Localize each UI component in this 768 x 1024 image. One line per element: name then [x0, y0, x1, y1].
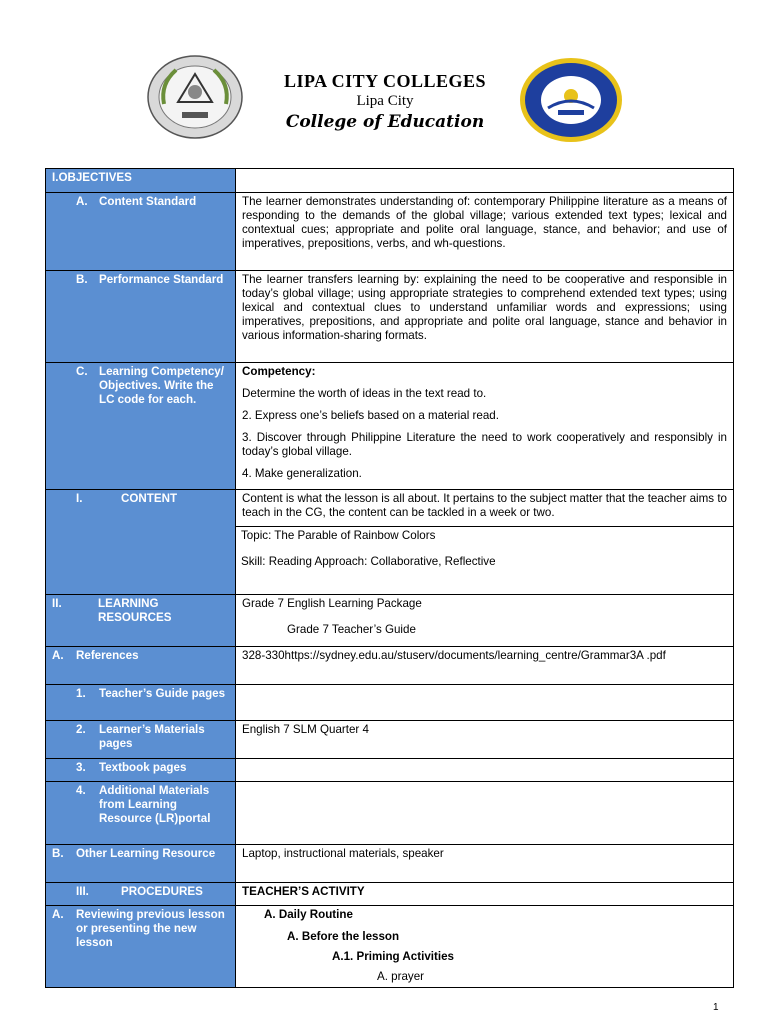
topic-line: Topic: The Parable of Rainbow Colors: [241, 529, 436, 542]
table-row: B. Other Learning Resource Laptop, instructional materials, speaker: [46, 845, 734, 883]
other-learning-resource-label: Other Learning Resource: [76, 847, 216, 860]
performance-standard-text: The learner transfers learning by: explaining the need to be cooperative and responsible in today’s global village; using appropriate strategies to comprehend extended text types; using lexical and contextual clues to understand unfamiliar words and expressions; using imperatives, prepositions, and appropriate and polite oral language, stance and behavior in various information-sharing formats.: [242, 273, 727, 342]
table-row: 1. Teacher’s Guide pages: [46, 685, 734, 721]
learning-competency-label: Learning Competency/ Objectives. Write the LC code for each.: [99, 365, 224, 406]
reviewing-previous-lesson-label: Reviewing previous lesson or presenting the new lesson: [76, 908, 225, 949]
textbook-pages-value: [236, 759, 733, 761]
school-name: LIPA CITY COLLEGES: [283, 71, 487, 91]
college-name: College of Education: [285, 112, 485, 132]
before-the-lesson-line: A. Before the lesson: [287, 930, 400, 943]
competency-item: Determine the worth of ideas in the text read to.: [242, 387, 487, 400]
competency-item: 3. Discover through Philippine Literature the need to work cooperatively and responsibly in today’s global village.: [242, 431, 727, 458]
table-row: 4. Additional Materials from Learning Resource (LR)portal: [46, 782, 734, 845]
prayer-line: A. prayer: [377, 970, 425, 983]
competency-heading: Competency:: [242, 365, 316, 378]
objectives-heading-cell: [46, 169, 236, 193]
competency-item: 4. Make generalization.: [242, 467, 362, 480]
document-header: [0, 52, 768, 142]
table-row: III. PROCEDURES TEACHER’S ACTIVITY: [46, 883, 734, 906]
references-label: References: [76, 649, 139, 662]
learning-resources-label: LEARNING RESOURCES: [98, 597, 172, 624]
learning-package-line: Grade 7 English Learning Package: [242, 597, 422, 610]
objectives-heading: I.OBJECTIVES: [52, 171, 132, 184]
college-of-education-seal: [518, 56, 624, 144]
table-row: A. References 328-330https://sydney.edu.au/stuserv/documents/learning_centre/Grammar3A .pdf: [46, 647, 734, 685]
table-row: 2. Learner’s Materials pages English 7 SLM Quarter 4: [46, 721, 734, 759]
lipa-city-colleges-seal: [146, 54, 244, 140]
table-row: C. Learning Competency/ Objectives. Write the LC code for each. Competency: Determine the worth of ideas in the text read to. 2. Express one’s beliefs based on a material read. 3. Discover through Philippine Literature the need to work cooperatively and responsibly in today’s global village. 4. Make generalization.: [46, 363, 734, 490]
table-row: A. Reviewing previous lesson or presenting the new lesson A. Daily Routine A. Before the lesson A.1. Priming Activities A. prayer: [46, 906, 734, 988]
teachers-guide-pages-value: [236, 685, 733, 687]
other-learning-resource-value: Laptop, instructional materials, speaker: [242, 847, 444, 860]
page-number: 1: [713, 1002, 719, 1013]
procedures-label: PROCEDURES: [121, 885, 203, 898]
learners-materials-value: English 7 SLM Quarter 4: [242, 723, 369, 736]
teachers-guide-pages-label: Teacher’s Guide pages: [99, 687, 226, 700]
priming-activities-line: A.1. Priming Activities: [332, 950, 454, 963]
objectives-value-cell: [236, 169, 734, 193]
additional-materials-label: Additional Materials from Learning Resource (LR)portal: [99, 784, 211, 825]
table-row: 3. Textbook pages: [46, 759, 734, 782]
additional-materials-value: [236, 782, 733, 784]
competency-item: 2. Express one’s beliefs based on a material read.: [242, 409, 499, 422]
learners-materials-label: Learner’s Materials pages: [99, 723, 205, 750]
school-city: Lipa City: [356, 93, 414, 109]
content-standard-text: The learner demonstrates understanding of: contemporary Philippine literature as a means of responding to the demands of the global village; various extended text types; lexical and contextual cues; appropriate and polite oral language, stance, and behavior; and use of imperatives, prepositions, verbs, and wh-questions.: [242, 195, 727, 250]
table-row: A. Content Standard The learner demonstrates understanding of: contemporary Philippine literature as a means of responding to the demands of the global village; various extended text types; lexical and contextual cues; appropriate and polite oral language, stance, and behavior; and use of imperatives, prepositions, verbs, and wh-questions.: [46, 193, 734, 271]
references-link: 328-330https://sydney.edu.au/stuserv/documents/learning_centre/Grammar3A .pdf: [242, 649, 666, 662]
performance-standard-label: Performance Standard: [99, 273, 224, 286]
table-row: B. Performance Standard The learner transfers learning by: explaining the need to be cooperative and responsible in today’s global village; using appropriate strategies to comprehend extended text types; using lexical and contextual clues to understand unfamiliar words and expressions; using imperatives, prepositions, and appropriate and polite oral language, stance and behavior in various information-sharing formats.: [46, 271, 734, 363]
daily-routine-line: A. Daily Routine: [264, 908, 353, 921]
textbook-pages-label: Textbook pages: [99, 761, 187, 774]
content-label: CONTENT: [121, 492, 178, 505]
table-row: II. LEARNING RESOURCES Grade 7 English Learning Package Grade 7 Teacher’s Guide: [46, 595, 734, 647]
table-row: [46, 169, 734, 193]
teachers-activity-heading: TEACHER’S ACTIVITY: [242, 885, 365, 898]
content-standard-label: Content Standard: [99, 195, 197, 208]
table-row: I. CONTENT Content is what the lesson is all about. It pertains to the subject matter that the teacher aims to teach in the CG, the content can be tackled in a week or two. Topic: The Parable of Rainbow Colors Skill: Reading Approach: Collaborative, Reflective: [46, 490, 734, 595]
teachers-guide-line: Grade 7 Teacher’s Guide: [287, 623, 416, 636]
lesson-plan-table: [45, 168, 734, 988]
skill-line: Skill: Reading Approach: Collaborative, Reflective: [241, 555, 496, 568]
content-description: Content is what the lesson is all about. It pertains to the subject matter that the teacher aims to teach in the CG, the content can be tackled in a week or two.: [242, 492, 727, 519]
